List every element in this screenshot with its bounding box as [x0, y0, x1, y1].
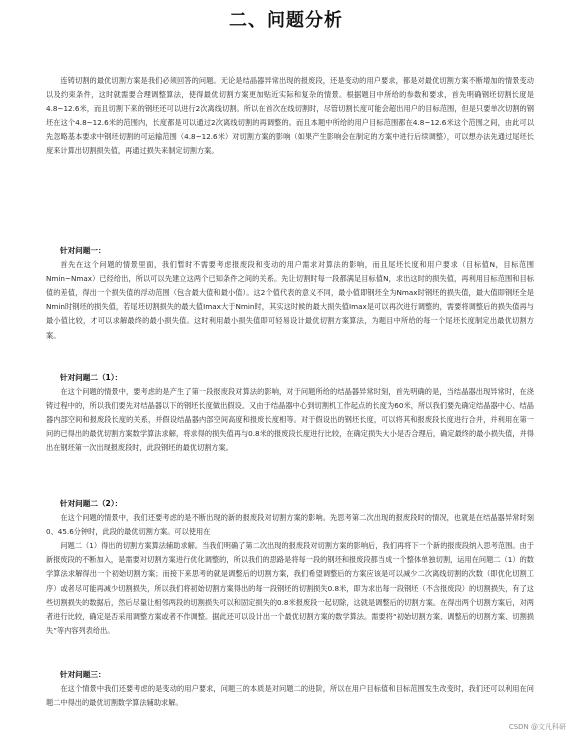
intro-section — [46, 74, 534, 159]
section-heading: 针对问题一： — [60, 246, 106, 255]
section-paragraph: 在这个问题的情景中，我们还要考虑的是不断出现的新的报废段对切割方案的影响。先思考第二次出现的报废段时的情况，也就是在结晶器异常时刻0、45.6分钟时，此段的最优切割方案。可以使用在 — [46, 513, 534, 537]
section-problem-2-1 — [46, 371, 534, 456]
section-paragraph: 在这个情景中我们还要考虑的是变动的用户要求，问题三的本质是对问题二的进阶，所以在用户目标值和目标范围发生改变时，我们还可以利用在问题二中得出的最优切割数学算法辅助求解。 — [46, 684, 534, 708]
watermark: CSDN @文凡科研 — [508, 723, 566, 731]
section-paragraph: 首先在这个问题的情景里面，我们暂时不需要考虑报废段和变动的用户需求对算法的影响，而且尾坯长度和用户要求（目标值N，目标范围Nmin~Nmax）已经给出，所以可以先建立这两个已知条件之间的关系。先让切割时每一段都满足目标值N，求出这时的损失值，再利用目标范围和目标值的差值，得出一个损失值的浮动范围（包含最大值和最小值）。这2个值代表的意义不同，最小值即钢坯全为Nmax时钢坯的损失值，最大值即钢坯全是Nmin时钢坯的损失值，若尾坯切割损失的最大值Imax大于Nmin时，其实这时候的最大损失值Imax是可以再次进行调整的，需要将调整后的损失值再与最小值比较，才可以求解最终的最小损失值。这时利用最小损失值即可轻易设计最优切割方案算法，为题目中所给的每一个尾坯长度制定出最优切割方案。 — [46, 260, 534, 340]
section-paragraph: 问题二（1）得出的切割方案算法辅助求解。当我们明确了第二次出现的报废段对切割方案的影响后，我们再将下一个新的报废段纳入思考范围。由于新报废段的不断加入，是需要对切割方案进行优化调整的，所以我们的思路是将每一段的钢坯和报废段都当成一个整体单独切割，运用在问题二（1）的数学算法求解得出一个初始切割方案；而接下来思考的就是调整后的切割方案，我们希望调整后的方案应该是可以减少二次离线切割的次数（即优化切割工序）或者尽可能再减少切割损失，所以我们将初始切割方案得出的每一段钢坯的切割损失0.8米，即为求出每一段钢坯（不含报废段）的切割损失，有了这些切割损失的数据后，然后尽量让相邻两段的切割损失可以和固定损失的0.8米报废段一起切除，这就是调整后的切割方案。在得出两个切割方案后，对两者进行比较，确定是否采用调整方案或者不作调整。据此还可以设计出一个最优切割方案的数学算法。需要将“初始切割方案、调整后的切割方案、切割损失”等内容列表给出。 — [46, 541, 534, 635]
intro-paragraph: 连铸切割的最优切割方案是我们必须回答的问题。无论是结晶器异常出现的报废段，还是变动的用户要求，都是对最优切割方案不断增加的情景变动以及约束条件，这时就需要合理调整算法，使得最优切割方案更加贴近实际和复杂的情景。根据题目中所给的参数和要求，首先明确钢坯切割长度是4.8~12.6米，而且切割下来的钢坯还可以进行2次离线切割。所以在首次在线切割时，尽管切割长度可能会超出用户的目标范围，但是只要单次切割的钢坯在这个4.8~12.6米的范围内，长度都是可以通过2次离线切割的再调整的。而且本题中所给的用户目标范围都在4.8~12.6米这个范围之间，由此可以先忽略基本要求中钢坯切割的可运输范围（4.8~12.6米）对切割方案的影响（如果产生影响会在制定的方案中进行后续调整），可以想办法先通过尾坯长度来计算出切割损失值，再通过损失来制定切割方案。 — [46, 76, 534, 156]
section-problem-2-2 — [46, 497, 534, 638]
section-problem-3 — [46, 668, 534, 710]
section-heading: 针对问题三： — [60, 670, 106, 679]
section-paragraph: 在这个问题的情景中，要考虑的是产生了第一段报废段对算法的影响，对于问题所给的结晶器异常时刻，首先明确的是，当结晶器出现异常时，在浇铸过程中的，所以我们要先对结晶器以下的钢坯长度做出假设。又由于结晶器中心到切割机工作起点的长度为60米，所以我们要先确定结晶器中心、结晶器内部空间和报废段长度的关系，并假设结晶器内部空间高度和报废长度相等。对于假设出的钢坯长度，可以将其和报废段长度进行合并，并利用在第一问的已得出的最优切割方案数学算法求解，将求得的损失值再与0.8米的报废段长度进行比较，在确定损失大小是否合理后，确定最终的最小损失值，并得出在钢坯第一次出现报废段时，此段钢坯的最优切割方案。 — [46, 387, 534, 453]
section-heading: 针对问题二（2）： — [60, 499, 123, 508]
section-heading: 针对问题二（1）： — [60, 373, 123, 382]
page-title: 二、问题分析 — [229, 10, 343, 31]
section-problem-1 — [46, 244, 534, 343]
